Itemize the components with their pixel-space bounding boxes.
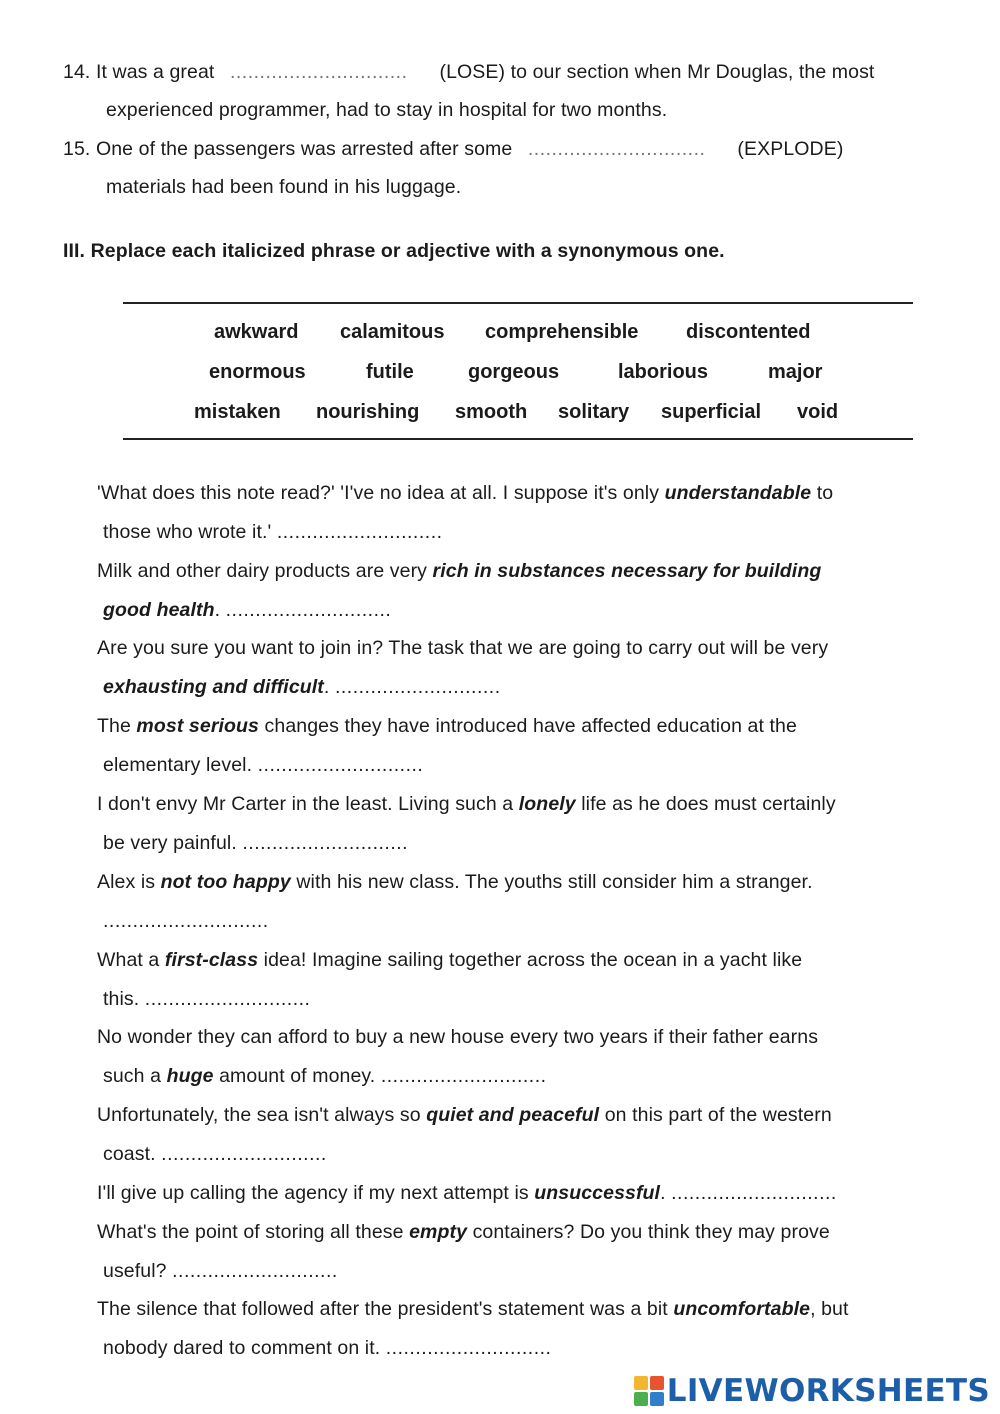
italic-phrase: empty xyxy=(409,1221,468,1243)
item-15-line-2: materials had been found in his luggage. xyxy=(106,176,462,198)
text-segment: Alex is xyxy=(97,871,161,893)
text-segment: on this part of the western xyxy=(599,1104,832,1126)
section-3-heading: III. Replace each italicized phrase or adjective with a synonymous one. xyxy=(63,240,725,262)
italic-phrase: most serious xyxy=(136,715,259,737)
text-segment: Milk and other dairy products are very xyxy=(97,560,433,582)
answer-blank[interactable]: ............................ xyxy=(172,1260,338,1282)
item-text xyxy=(97,1182,837,1205)
item-14-line-2: experienced programmer, had to stay in hospital for two months. xyxy=(106,99,668,121)
item-7-line-2 xyxy=(103,988,310,1011)
item-2-line-2 xyxy=(103,599,391,622)
answer-blank[interactable]: ............................ xyxy=(380,1065,547,1087)
word-option: futile xyxy=(366,361,414,383)
text-segment: . xyxy=(214,599,226,621)
word-option: major xyxy=(768,361,823,383)
text-segment: I don't envy Mr Carter in the least. Living such a xyxy=(97,793,519,815)
item-text xyxy=(97,560,821,583)
text-segment: with his new class. The youths still consider him a stranger. xyxy=(290,871,813,893)
item-text xyxy=(97,637,828,660)
item-text xyxy=(97,1026,818,1049)
italic-phrase: lonely xyxy=(518,793,576,815)
logo-square xyxy=(650,1392,664,1406)
item-text xyxy=(97,871,813,894)
item-text xyxy=(97,715,797,738)
text-segment: those who wrote it.' xyxy=(103,521,277,543)
text-segment: to xyxy=(811,482,834,504)
item-8-line-2 xyxy=(103,1065,547,1088)
logo-text: LIVEWORKSHEETS xyxy=(666,1373,990,1409)
item-number: 14. xyxy=(63,61,91,83)
item-15-line-1: 15. One of the passengers was arrested after some .............................. (EXPLODE) xyxy=(63,138,843,161)
text-segment: this. xyxy=(103,988,145,1010)
answer-blank-14[interactable] xyxy=(230,61,430,84)
answer-blank[interactable]: ............................ xyxy=(671,1182,837,1204)
word-option: gorgeous xyxy=(468,361,560,383)
text-segment: 'What does this note read?' 'I've no idea at all. I suppose it's only xyxy=(97,482,665,504)
item-5-line-2 xyxy=(103,832,408,855)
text-segment: What's the point of storing all these xyxy=(97,1221,410,1243)
italic-phrase: good health xyxy=(103,599,215,621)
text-segment: life as he does must certainly xyxy=(575,793,836,815)
answer-blank[interactable]: ............................ xyxy=(103,910,269,932)
word-box-row-1 xyxy=(0,321,1000,347)
italic-phrase: rich in substances necessary for building xyxy=(432,560,822,582)
text-segment: such a xyxy=(103,1065,167,1087)
word-option: superficial xyxy=(661,401,762,423)
italic-phrase: exhausting and difficult xyxy=(103,676,324,698)
word-option: smooth xyxy=(455,401,528,423)
answer-blank[interactable]: ............................ xyxy=(276,521,443,543)
text-segment: No wonder they can afford to buy a new house every two years if their father earns xyxy=(97,1026,819,1048)
logo-square xyxy=(634,1392,648,1406)
answer-blank[interactable]: ............................ xyxy=(242,832,409,854)
word-option: calamitous xyxy=(340,321,445,343)
word-box-row-2 xyxy=(0,361,1000,387)
logo-square xyxy=(634,1376,648,1390)
italic-phrase: uncomfortable xyxy=(673,1298,811,1320)
word-option: void xyxy=(797,401,839,423)
item-3-line-2 xyxy=(103,676,501,699)
word-option: nourishing xyxy=(316,401,420,423)
item-14-line-1: 14. It was a great .............................. (LOSE) to our section when Mr Douglas, the most xyxy=(63,61,874,84)
word-box-bottom-rule xyxy=(123,438,913,440)
text-segment: , but xyxy=(810,1298,849,1320)
item-1-line-2 xyxy=(103,521,443,544)
text-segment: useful? xyxy=(103,1260,173,1282)
text-segment: Unfortunately, the sea isn't always so xyxy=(97,1104,427,1126)
italic-phrase: huge xyxy=(166,1065,214,1087)
text-segment: . xyxy=(323,676,335,698)
liveworksheets-logo xyxy=(634,1373,990,1409)
text-segment: changes they have introduced have affected education at the xyxy=(259,715,797,737)
answer-blank[interactable]: ............................ xyxy=(225,599,392,621)
italic-phrase: understandable xyxy=(664,482,812,504)
text-segment: . xyxy=(660,1182,672,1204)
text-segment: idea! Imagine sailing together across the ocean in a yacht like xyxy=(258,949,803,971)
text-segment: The silence that followed after the president's statement was a bit xyxy=(97,1298,674,1320)
italic-phrase: quiet and peaceful xyxy=(426,1104,600,1126)
text-segment: The xyxy=(97,715,137,737)
item-11-line-2 xyxy=(103,1260,338,1283)
word-option: solitary xyxy=(558,401,630,423)
word-option: enormous xyxy=(209,361,306,383)
answer-blank[interactable]: ............................ xyxy=(161,1143,327,1165)
word-option: mistaken xyxy=(194,401,281,423)
italic-phrase: first-class xyxy=(164,949,259,971)
word-option: discontented xyxy=(686,321,811,343)
text-segment: containers? Do you think they may prove xyxy=(467,1221,830,1243)
italic-phrase: unsuccessful xyxy=(534,1182,661,1204)
item-text xyxy=(97,482,833,505)
word-option: comprehensible xyxy=(485,321,639,343)
liveworksheets-logo-icon xyxy=(634,1376,664,1406)
item-text xyxy=(97,793,836,816)
answer-blank[interactable]: ............................ xyxy=(385,1337,552,1359)
word-option: awkward xyxy=(214,321,299,343)
answer-blank[interactable]: ............................ xyxy=(257,754,424,776)
text-segment: nobody dared to comment on it. xyxy=(103,1337,386,1359)
italic-phrase: not too happy xyxy=(160,871,291,893)
word-option: laborious xyxy=(618,361,709,383)
text-segment: coast. xyxy=(103,1143,162,1165)
item-text xyxy=(97,949,802,972)
text-segment: elementary level. xyxy=(103,754,258,776)
item-text xyxy=(97,1104,832,1127)
word-box-row-3 xyxy=(0,401,1000,427)
word-box-top-rule xyxy=(123,302,913,304)
item-text xyxy=(97,1221,830,1244)
text-segment: Are you sure you want to join in? The task that we are going to carry out will be very xyxy=(97,637,829,659)
item-text xyxy=(97,1298,849,1321)
answer-blank[interactable]: ............................ xyxy=(144,988,311,1010)
answer-blank-15[interactable] xyxy=(528,138,728,161)
text-segment: amount of money. xyxy=(213,1065,381,1087)
text-segment: What a xyxy=(97,949,165,971)
text-segment: I'll give up calling the agency if my next attempt is xyxy=(97,1182,535,1204)
text-segment: be very painful. xyxy=(103,832,243,854)
item-4-line-2 xyxy=(103,754,423,777)
answer-blank[interactable]: ............................ xyxy=(334,676,501,698)
item-9-line-2 xyxy=(103,1143,327,1166)
item-6-line-2 xyxy=(103,910,269,933)
item-12-line-2 xyxy=(103,1337,551,1360)
item-number: 15. xyxy=(63,138,91,160)
logo-square xyxy=(650,1376,664,1390)
